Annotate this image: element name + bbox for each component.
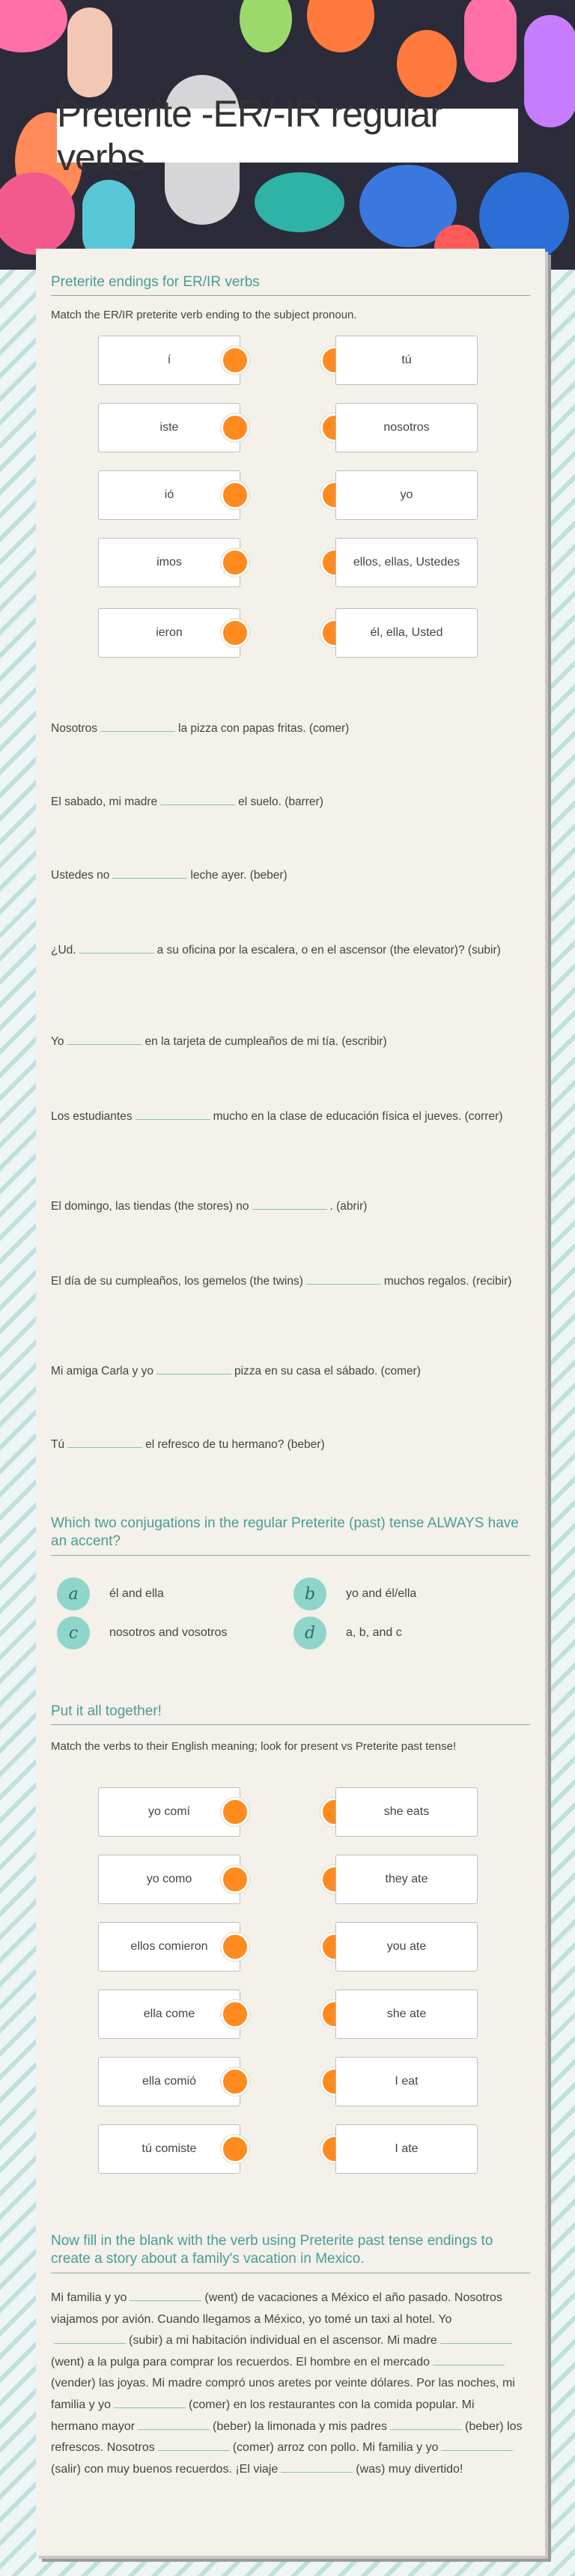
- option-text-a: él and ella: [109, 1587, 164, 1600]
- fill-sentence-9: [51, 1362, 515, 1381]
- match-left-5[interactable]: ieron: [98, 608, 240, 658]
- fill-text-before: ¿Ud.: [51, 944, 76, 957]
- story-text: (went) a la pulga para comprar los recuerdos. El hombre en el mercado: [51, 2355, 431, 2369]
- instruction-endings: Match the ER/IR preterite verb ending to the subject pronoun.: [51, 309, 357, 321]
- match-right-4[interactable]: ellos, ellas, Ustedes: [335, 538, 478, 587]
- match2-dot-left-2[interactable]: [221, 1865, 249, 1894]
- fill-blank-7[interactable]: [252, 1197, 327, 1210]
- match2-right-4[interactable]: she ate: [335, 1989, 478, 2039]
- match-dot-left-1[interactable]: [221, 346, 249, 375]
- option-c[interactable]: [57, 1616, 227, 1649]
- match-right-3[interactable]: yo: [335, 470, 478, 520]
- option-text-d: a, b, and c: [346, 1626, 402, 1639]
- match2-dot-left-3[interactable]: [221, 1933, 249, 1961]
- fill-blank-3[interactable]: [112, 866, 187, 879]
- match2-dot-left-5[interactable]: [221, 2067, 249, 2096]
- fill-text-after: a su oficina por la escalera, o en el ascensor (the elevator)? (subir): [156, 944, 501, 957]
- story-blank-8[interactable]: [158, 2438, 230, 2451]
- fill-blank-1[interactable]: [100, 719, 175, 732]
- match2-left-3[interactable]: ellos comieron: [98, 1922, 240, 1972]
- option-text-c: nosotros and vosotros: [109, 1626, 228, 1639]
- fill-text-before: El día de su cumpleaños, los gemelos (the twins): [51, 1275, 303, 1288]
- match-left-2[interactable]: iste: [98, 403, 240, 452]
- fill-text-after: la pizza con papas fritas. (comer): [178, 722, 350, 735]
- fill-blank-4[interactable]: [79, 941, 154, 954]
- match2-left-2[interactable]: yo como: [98, 1855, 240, 1904]
- fill-sentence-6: [51, 1107, 515, 1126]
- fill-sentence-7: [51, 1197, 515, 1216]
- story-text: (comer) arroz con pollo. Mi familia y yo: [232, 2441, 439, 2455]
- fill-sentence-5: [51, 1032, 515, 1051]
- story-blank-7[interactable]: [390, 2417, 462, 2430]
- fill-blank-10[interactable]: [67, 1435, 142, 1448]
- match2-left-4[interactable]: ella come: [98, 1989, 240, 2039]
- story-text: (subir) a mi habitación individual en el ascensor. Mi madre: [129, 2334, 437, 2348]
- option-badge-b: b: [293, 1578, 326, 1610]
- option-a[interactable]: [57, 1578, 164, 1610]
- story-blank-10[interactable]: [281, 2460, 353, 2473]
- fill-text-after: el refresco de tu hermano? (beber): [145, 1438, 325, 1451]
- title-box: [57, 93, 518, 178]
- fill-blank-5[interactable]: [67, 1032, 142, 1045]
- fill-text-after: el suelo. (barrer): [238, 795, 323, 808]
- section-title-accent-question: Which two conjugations in the regular Preterite (past) tense ALWAYS have an accent?: [51, 1515, 530, 1556]
- fill-blank-2[interactable]: [160, 793, 235, 805]
- story-blank-3[interactable]: [440, 2331, 512, 2344]
- match2-right-5[interactable]: I eat: [335, 2057, 478, 2106]
- match2-left-5[interactable]: ella comió: [98, 2057, 240, 2106]
- fill-text-before: El sabado, mi madre: [51, 795, 158, 808]
- fill-text-before: Los estudiantes: [51, 1110, 133, 1123]
- section-title-story: Now fill in the blank with the verb using Preterite past tense endings to create a story about a family's vacation in Mexico.: [51, 2232, 530, 2273]
- fill-text-after: en la tarjeta de cumpleaños de mi tía. (escribir): [144, 1035, 387, 1048]
- instruction-put-together: Match the verbs to their English meaning; look for present vs Preterite past tense!: [51, 1740, 457, 1753]
- match-right-1[interactable]: tú: [335, 336, 478, 385]
- match-dot-left-3[interactable]: [221, 481, 249, 509]
- story-text: (went) de vacaciones a México el año pasado. Nosotros viajamos por avión. Cuando llegamos a México, yo tomé un taxi al hotel. Yo: [51, 2291, 502, 2326]
- story-text: (salir) con muy buenos recuerdos. ¡El viaje: [51, 2462, 279, 2476]
- option-d[interactable]: [293, 1616, 402, 1649]
- fill-text-after: . (abrir): [329, 1200, 368, 1213]
- match-left-3[interactable]: ió: [98, 470, 240, 520]
- story-text: (vender) las joyas. Mi madre compró unos aretes por veinte dólares. Por las noches, mi familia y yo: [51, 2377, 515, 2411]
- match2-dot-left-4[interactable]: [221, 2000, 249, 2028]
- story-paragraph: [51, 2288, 523, 2480]
- fill-sentence-1: [51, 719, 515, 738]
- section-title-endings: Preterite endings for ER/IR verbs: [51, 274, 530, 296]
- story-blank-6[interactable]: [138, 2417, 210, 2430]
- match-right-2[interactable]: nosotros: [335, 403, 478, 452]
- match2-right-1[interactable]: she eats: [335, 1787, 478, 1837]
- fill-text-before: Ustedes no: [51, 869, 110, 882]
- fill-sentence-3: [51, 866, 515, 885]
- match-dot-left-4[interactable]: [221, 548, 249, 577]
- story-blank-2[interactable]: [54, 2331, 126, 2344]
- fill-sentence-10: [51, 1435, 515, 1454]
- fill-sentence-4: [51, 941, 515, 960]
- match2-right-3[interactable]: you ate: [335, 1922, 478, 1972]
- story-blank-4[interactable]: [433, 2353, 505, 2366]
- match2-right-6[interactable]: I ate: [335, 2124, 478, 2174]
- fill-text-before: Tú: [51, 1438, 65, 1451]
- match-right-5[interactable]: él, ella, Usted: [335, 608, 478, 658]
- option-text-b: yo and él/ella: [346, 1587, 417, 1600]
- story-blank-1[interactable]: [130, 2288, 201, 2301]
- fill-text-after: leche ayer. (beber): [190, 869, 288, 882]
- fill-sentence-8: [51, 1272, 515, 1291]
- header-banner: [0, 0, 575, 270]
- fill-text-before: Mi amiga Carla y yo: [51, 1365, 153, 1378]
- match-left-1[interactable]: í: [98, 336, 240, 385]
- story-text: (beber) la limonada y mis padres: [213, 2419, 388, 2433]
- match-dot-left-5[interactable]: [221, 619, 249, 647]
- fill-text-after: pizza en su casa el sábado. (comer): [234, 1365, 421, 1378]
- worksheet-paper: [36, 249, 545, 2556]
- match2-left-6[interactable]: tú comiste: [98, 2124, 240, 2174]
- match-left-4[interactable]: imos: [98, 538, 240, 587]
- option-badge-c: c: [57, 1616, 90, 1649]
- match2-dot-left-1[interactable]: [221, 1798, 249, 1826]
- option-b[interactable]: [293, 1578, 416, 1610]
- fill-text-before: El domingo, las tiendas (the stores) no: [51, 1200, 249, 1213]
- section-title-put-together: Put it all together!: [51, 1703, 530, 1725]
- match2-dot-left-6[interactable]: [221, 2135, 249, 2163]
- match-dot-left-2[interactable]: [221, 413, 249, 442]
- option-badge-a: a: [57, 1578, 90, 1610]
- fill-text-before: Nosotros: [51, 722, 98, 735]
- story-text: Mi familia y yo: [51, 2291, 127, 2304]
- match2-left-1[interactable]: yo comí: [98, 1787, 240, 1837]
- option-badge-d: d: [293, 1616, 326, 1649]
- fill-text-before: Yo: [51, 1035, 64, 1048]
- story-blank-5[interactable]: [114, 2395, 186, 2408]
- fill-sentence-2: [51, 793, 515, 811]
- story-text: (was) muy divertido!: [356, 2462, 463, 2476]
- story-blank-9[interactable]: [441, 2438, 513, 2451]
- fill-text-after: muchos regalos. (recibir): [383, 1275, 512, 1288]
- story-text: (comer) en los restaurantes con la comida popular. Mi hermano mayor: [51, 2398, 475, 2433]
- fill-blank-8[interactable]: [306, 1272, 381, 1285]
- fill-blank-6[interactable]: [136, 1107, 210, 1120]
- fill-blank-9[interactable]: [156, 1362, 231, 1375]
- match2-right-2[interactable]: they ate: [335, 1855, 478, 1904]
- page-title: Preterite -ER/-IR regular verbs: [57, 93, 442, 178]
- story-text: (beber) los refrescos. Nosotros: [51, 2419, 523, 2455]
- fill-text-after: mucho en la clase de educación física el jueves. (correr): [213, 1110, 503, 1123]
